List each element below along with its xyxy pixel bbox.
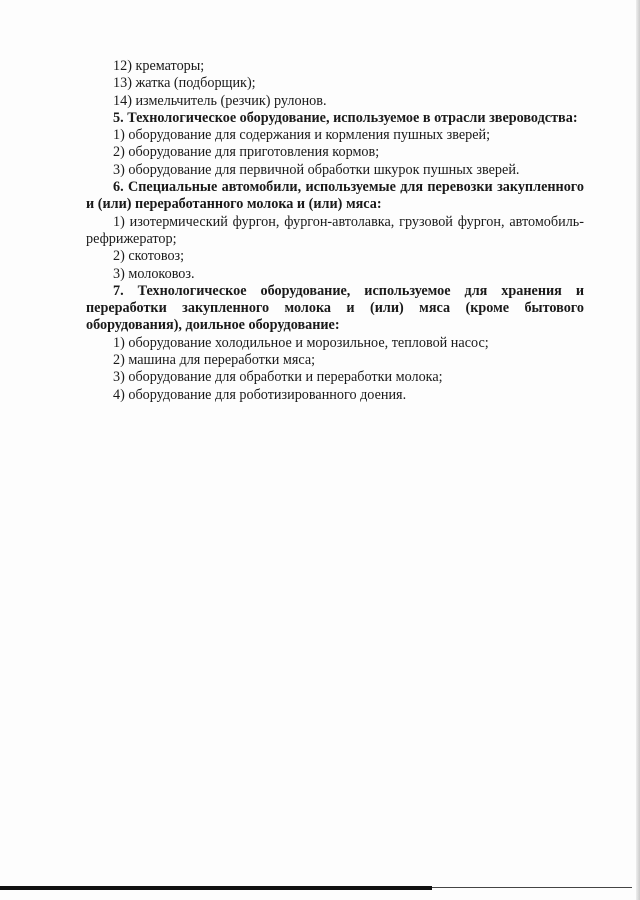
scan-edge-thick xyxy=(0,886,432,890)
list-item: 1) оборудование для содержания и кормления пушных зверей; xyxy=(113,127,491,144)
list-item: 4) оборудование для роботизированного доения. xyxy=(113,386,407,403)
list-item: 3) молоковоз. xyxy=(113,265,195,282)
list-item: 2) скотовоз; xyxy=(113,248,185,265)
list-item: 2) машина для переработки мяса; xyxy=(113,352,316,369)
section-7-heading: 7. Технологическое оборудование, используемое для хранения и переработки закупленного молока и (или) мяса (кроме бытового оборудования), доильное оборудование: xyxy=(86,282,584,334)
list-item: 1) оборудование холодильное и морозильное, тепловой насос; xyxy=(113,334,489,351)
list-item: 1) изотермический фургон, фургон-автолавка, грузовой фургон, автомобиль-рефрижератор; xyxy=(86,213,584,247)
scan-edge-thin xyxy=(432,887,632,888)
section-6-heading: 6. Специальные автомобили, используемые для перевозки закупленного и (или) переработанного молока и (или) мяса: xyxy=(86,179,584,213)
document-body xyxy=(86,58,584,404)
list-item: 13) жатка (подборщик); xyxy=(113,75,256,92)
scan-edge-right xyxy=(636,0,640,900)
list-item: 14) измельчитель (резчик) рулонов. xyxy=(113,92,327,109)
list-item: 12) крематоры; xyxy=(113,58,205,74)
section-5-heading: 5. Технологическое оборудование, используемое в отрасли звероводства: xyxy=(113,109,578,126)
list-item: 3) оборудование для обработки и переработки молока; xyxy=(113,369,443,386)
list-item: 2) оборудование для приготовления кормов; xyxy=(113,144,380,161)
list-item: 3) оборудование для первичной обработки шкурок пушных зверей. xyxy=(113,161,520,178)
